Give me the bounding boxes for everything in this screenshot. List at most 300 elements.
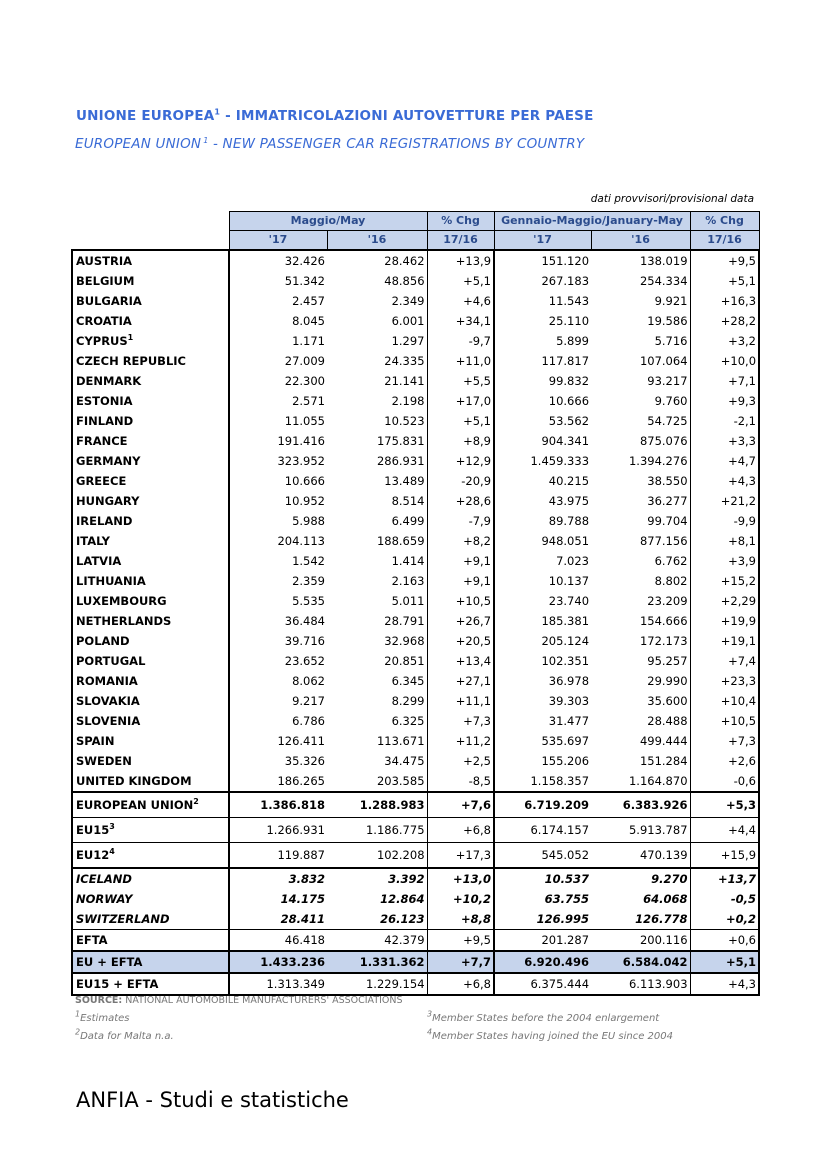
country-label: DENMARK (76, 374, 142, 388)
row-eu15 (72, 818, 759, 843)
country-name (72, 889, 229, 909)
cell-y17: 535.697 (541, 734, 590, 748)
cell-m16: 1.186.775 (327, 818, 427, 843)
country-label: LATVIA (76, 554, 122, 568)
cell-y17: 25.110 (548, 314, 590, 328)
country-name (72, 951, 229, 973)
country-name (72, 930, 229, 952)
country-label: EU12 (76, 848, 110, 862)
country-label: BELGIUM (76, 274, 135, 288)
cell-c2: +3,9 (690, 551, 759, 571)
cell-c1: +12,9 (427, 451, 494, 471)
cell-y16: 28.488 (591, 711, 690, 731)
cell-y17: 151.120 (494, 250, 591, 271)
cell-c1: -20,9 (427, 471, 494, 491)
cell-y17: 1.158.357 (530, 774, 590, 788)
cell-m16: 26.123 (327, 909, 427, 930)
cell-c1: -8,5 (427, 771, 494, 792)
cell-m16: 1.414 (327, 551, 427, 571)
cell-m17: 2.571 (229, 391, 327, 411)
country-label: AUSTRIA (76, 254, 133, 268)
cell-y17: 53.562 (548, 414, 590, 428)
cell-m17: 9.217 (229, 691, 327, 711)
table-row (72, 751, 759, 771)
country-label: LUXEMBOURG (76, 594, 167, 608)
country-name (72, 631, 229, 651)
cell-m17: 35.326 (229, 751, 327, 771)
table-row (72, 311, 759, 331)
cell-c2: +5,1 (690, 951, 759, 973)
header-row-1 (72, 212, 759, 231)
cell-c1: +27,1 (427, 671, 494, 691)
cell-m17: 27.009 (229, 351, 327, 371)
cell-c2: +19,1 (690, 631, 759, 651)
cell-y17: 117.817 (541, 354, 590, 368)
cell-y16: 64.068 (591, 889, 690, 909)
table-row (72, 351, 759, 371)
country-name (72, 551, 229, 571)
country-name (72, 611, 229, 631)
cell-m16: 2.349 (327, 291, 427, 311)
table-row (72, 691, 759, 711)
cell-c2: +7,4 (690, 651, 759, 671)
cell-m16: 12.864 (327, 889, 427, 909)
country-name (72, 411, 229, 431)
cell-y17: 201.287 (494, 930, 591, 952)
cell-c1: +6,8 (427, 818, 494, 843)
row-eu12 (72, 843, 759, 869)
cell-y16: 875.076 (591, 431, 690, 451)
table-row (72, 591, 759, 611)
cell-y16: 29.990 (591, 671, 690, 691)
cell-c2: -0,6 (690, 771, 759, 792)
cell-m16: 24.335 (327, 351, 427, 371)
cell-m17: 204.113 (229, 531, 327, 551)
cell-m17: 28.411 (229, 909, 327, 930)
cell-c1: +13,0 (427, 868, 494, 889)
table-row (72, 571, 759, 591)
table-row (72, 531, 759, 551)
table-row (72, 511, 759, 531)
cell-y16: 154.666 (591, 611, 690, 631)
table-row (72, 491, 759, 511)
cell-m17: 23.652 (229, 651, 327, 671)
cell-c1: +17,0 (427, 391, 494, 411)
header-ytd: Gennaio-Maggio/January-May (494, 212, 690, 231)
cell-m17: 51.342 (229, 271, 327, 291)
country-label: FRANCE (76, 434, 128, 448)
registrations-table (71, 211, 760, 996)
cell-y17: 904.341 (541, 434, 590, 448)
cell-c2: +7,1 (690, 371, 759, 391)
header-chg1: % Chg (427, 212, 494, 231)
cell-y16: 9.760 (591, 391, 690, 411)
cell-c1: +6,8 (427, 973, 494, 995)
table-row (72, 711, 759, 731)
country-name (72, 571, 229, 591)
cell-m17: 32.426 (229, 250, 327, 271)
cell-m17: 8.062 (229, 671, 327, 691)
cell-m16: 21.141 (327, 371, 427, 391)
cell-c2: +9,3 (690, 391, 759, 411)
cell-m17: 126.411 (229, 731, 327, 751)
country-name (72, 771, 229, 792)
cell-c1: +11,1 (427, 691, 494, 711)
cell-c2: +10,0 (690, 351, 759, 371)
country-label: HUNGARY (76, 494, 140, 508)
cell-m17: 2.457 (229, 291, 327, 311)
cell-y17: 40.215 (548, 474, 590, 488)
footer-text: ANFIA - Studi e statistiche (76, 1088, 349, 1112)
cell-c1: +9,1 (427, 551, 494, 571)
footnote-4: $^4$Member States having joined the EU since 2004 (427, 1027, 673, 1042)
table-row (72, 331, 759, 351)
cell-m17: 1.313.349 (229, 973, 327, 995)
table-row (72, 611, 759, 631)
cell-m17: 323.952 (229, 451, 327, 471)
title-italian: UNIONE EUROPEA$^1$ - IMMATRICOLAZIONI AUTOVETTURE PER PAESE (76, 107, 594, 124)
country-label: CYPRUS (76, 334, 128, 348)
table-row (72, 271, 759, 291)
country-label: GERMANY (76, 454, 141, 468)
cell-m16: 3.392 (327, 868, 427, 889)
header-y16b: '16 (591, 231, 690, 251)
cell-y17: 6.920.496 (494, 951, 591, 973)
row-efta (72, 930, 759, 952)
table-row (72, 631, 759, 651)
cell-y17: 99.832 (548, 374, 590, 388)
cell-m16: 20.851 (327, 651, 427, 671)
table-row (72, 551, 759, 571)
cell-m16: 188.659 (327, 531, 427, 551)
cell-y17: 89.788 (548, 514, 590, 528)
row-eu-efta (72, 951, 759, 973)
country-label: ESTONIA (76, 394, 133, 408)
cell-m16: 1.288.983 (327, 792, 427, 818)
cell-y16: 6.584.042 (591, 951, 690, 973)
country-label: EFTA (76, 933, 108, 947)
country-label: EUROPEAN UNION (76, 798, 194, 812)
cell-y17: 7.023 (556, 554, 590, 568)
cell-m17: 5.535 (229, 591, 327, 611)
cell-y16: 6.113.903 (591, 973, 690, 995)
cell-y17: 63.755 (544, 892, 590, 906)
cell-m16: 10.523 (327, 411, 427, 431)
country-label: EU + EFTA (76, 955, 143, 969)
cell-c2: +4,3 (690, 471, 759, 491)
country-label: SWEDEN (76, 754, 132, 768)
cell-c1: +5,5 (427, 371, 494, 391)
country-label: SLOVENIA (76, 714, 141, 728)
cell-c1: +9,1 (427, 571, 494, 591)
cell-c1: +20,5 (427, 631, 494, 651)
cell-y16: 172.173 (591, 631, 690, 651)
country-name (72, 973, 229, 995)
cell-m17: 10.952 (229, 491, 327, 511)
table-row (72, 731, 759, 751)
cell-y16: 1.394.276 (591, 451, 690, 471)
cell-c2: +16,3 (690, 291, 759, 311)
cell-m16: 42.379 (327, 930, 427, 952)
country-name (72, 331, 229, 351)
header-p2: 17/16 (690, 231, 759, 251)
cell-y16: 470.139 (591, 843, 690, 869)
country-label: NORWAY (76, 892, 133, 906)
country-name (72, 371, 229, 391)
cell-y17: 205.124 (541, 634, 590, 648)
cell-c2: +4,4 (690, 818, 759, 843)
cell-c2: +2,29 (690, 591, 759, 611)
cell-c1: +17,3 (427, 843, 494, 869)
cell-m17: 1.386.818 (229, 792, 327, 818)
country-name (72, 431, 229, 451)
cell-y17: 6.174.157 (494, 818, 591, 843)
cell-m17: 14.175 (229, 889, 327, 909)
country-name (72, 691, 229, 711)
cell-c1: +4,6 (427, 291, 494, 311)
cell-c2: +21,2 (690, 491, 759, 511)
cell-y16: 107.064 (591, 351, 690, 371)
cell-m16: 175.831 (327, 431, 427, 451)
table-row (72, 771, 759, 792)
row-eu15-efta (72, 973, 759, 995)
country-name (72, 671, 229, 691)
country-name (72, 818, 229, 843)
country-label: ICELAND (76, 872, 132, 886)
country-sup: 3 (109, 822, 115, 832)
cell-m16: 28.791 (327, 611, 427, 631)
cell-c1: +8,9 (427, 431, 494, 451)
cell-c1: +8,8 (427, 909, 494, 930)
country-label: POLAND (76, 634, 130, 648)
country-sup: 1 (127, 333, 134, 343)
provisional-note: dati provvisori/provisional data (590, 193, 754, 205)
cell-y16: 499.444 (591, 731, 690, 751)
cell-c2: +4,3 (690, 973, 759, 995)
cell-c1: +9,5 (427, 930, 494, 952)
cell-c1: +7,6 (427, 792, 494, 818)
cell-y16: 99.704 (591, 511, 690, 531)
cell-c2: +15,2 (690, 571, 759, 591)
cell-m17: 46.418 (229, 930, 327, 952)
cell-c2: +19,9 (690, 611, 759, 631)
cell-m16: 113.671 (327, 731, 427, 751)
cell-c2: +9,5 (690, 250, 759, 271)
cell-y17: 6.719.209 (494, 792, 591, 818)
cell-c1: +2,5 (427, 751, 494, 771)
cell-y16: 151.284 (591, 751, 690, 771)
title-english: EUROPEAN UNION $^1$ - NEW PASSENGER CAR REGISTRATIONS BY COUNTRY (75, 135, 585, 152)
cell-m16: 34.475 (327, 751, 427, 771)
cell-m17: 186.265 (229, 771, 327, 792)
cell-y17: 11.543 (548, 294, 590, 308)
header-row-2 (72, 231, 759, 251)
cell-y17: 10.666 (548, 394, 590, 408)
cell-y17: 10.137 (548, 574, 590, 588)
cell-c1: +7,3 (427, 711, 494, 731)
cell-c2: +3,2 (690, 331, 759, 351)
country-label: SLOVAKIA (76, 694, 140, 708)
country-label: BULGARIA (76, 294, 142, 308)
country-label: PORTUGAL (76, 654, 146, 668)
cell-c1: +34,1 (427, 311, 494, 331)
cell-m16: 203.585 (327, 771, 427, 792)
cell-c1: +5,1 (427, 411, 494, 431)
cell-m17: 36.484 (229, 611, 327, 631)
cell-y16: 36.277 (591, 491, 690, 511)
country-label: LITHUANIA (76, 574, 146, 588)
cell-m16: 1.229.154 (327, 973, 427, 995)
cell-y16: 1.164.870 (591, 771, 690, 792)
cell-y16: 6.383.926 (591, 792, 690, 818)
cell-y17: 126.995 (536, 912, 590, 926)
cell-m17: 1.433.236 (229, 951, 327, 973)
country-label: FINLAND (76, 414, 134, 428)
country-label: CZECH REPUBLIC (76, 354, 186, 368)
table-row (72, 651, 759, 671)
cell-c2: +5,3 (690, 792, 759, 818)
cell-c2: +10,4 (690, 691, 759, 711)
cell-y17: 36.978 (548, 674, 590, 688)
cell-c1: +13,4 (427, 651, 494, 671)
cell-m17: 191.416 (229, 431, 327, 451)
cell-m17: 2.359 (229, 571, 327, 591)
cell-m16: 8.299 (327, 691, 427, 711)
cell-y17: 545.052 (494, 843, 591, 869)
cell-m17: 3.832 (229, 868, 327, 889)
cell-c2: +8,1 (690, 531, 759, 551)
country-name (72, 531, 229, 551)
table-row (72, 431, 759, 451)
cell-c1: +10,2 (427, 889, 494, 909)
country-name (72, 491, 229, 511)
cell-y16: 19.586 (591, 311, 690, 331)
cell-y16: 23.209 (591, 591, 690, 611)
cell-m17: 8.045 (229, 311, 327, 331)
cell-m17: 10.666 (229, 471, 327, 491)
country-label: UNITED KINGDOM (76, 774, 192, 788)
country-label: SWITZERLAND (76, 912, 170, 926)
cell-y16: 8.802 (591, 571, 690, 591)
cell-m17: 22.300 (229, 371, 327, 391)
cell-y17: 267.183 (541, 274, 590, 288)
country-name (72, 391, 229, 411)
cell-y17: 185.381 (541, 614, 590, 628)
cell-y16: 254.334 (591, 271, 690, 291)
cell-y17: 6.375.444 (494, 973, 591, 995)
cell-m16: 32.968 (327, 631, 427, 651)
cell-c2: +23,3 (690, 671, 759, 691)
country-name (72, 271, 229, 291)
header-chg2: % Chg (690, 212, 759, 231)
cell-c2: +0,6 (690, 930, 759, 952)
cell-c1: +28,6 (427, 491, 494, 511)
country-name (72, 250, 229, 271)
country-sup: 4 (109, 847, 115, 857)
cell-m16: 5.011 (327, 591, 427, 611)
country-name (72, 711, 229, 731)
table-row (72, 391, 759, 411)
cell-c1: -9,7 (427, 331, 494, 351)
cell-c1: +11,0 (427, 351, 494, 371)
header-y17b: '17 (494, 231, 591, 251)
cell-c2: +2,6 (690, 751, 759, 771)
cell-m16: 286.931 (327, 451, 427, 471)
country-name (72, 731, 229, 751)
cell-m16: 48.856 (327, 271, 427, 291)
cell-c1: +5,1 (427, 271, 494, 291)
cell-c1: +8,2 (427, 531, 494, 551)
cell-m16: 6.345 (327, 671, 427, 691)
cell-y17: 31.477 (548, 714, 590, 728)
cell-y17: 948.051 (541, 534, 590, 548)
cell-c1: +10,5 (427, 591, 494, 611)
cell-y17: 39.303 (548, 694, 590, 708)
cell-m16: 102.208 (327, 843, 427, 869)
cell-c1: +7,7 (427, 951, 494, 973)
header-y16a: '16 (327, 231, 427, 251)
country-name (72, 751, 229, 771)
cell-m16: 2.163 (327, 571, 427, 591)
cell-c2: +4,7 (690, 451, 759, 471)
cell-y17: 10.537 (494, 868, 591, 889)
cell-c1: +26,7 (427, 611, 494, 631)
cell-m16: 28.462 (327, 250, 427, 271)
country-name (72, 511, 229, 531)
cell-m16: 6.499 (327, 511, 427, 531)
cell-c2: +5,1 (690, 271, 759, 291)
cell-c2: -9,9 (690, 511, 759, 531)
country-name (72, 843, 229, 869)
cell-m17: 6.786 (229, 711, 327, 731)
footnote-1: $^1$Estimates (75, 1009, 130, 1024)
country-label: IRELAND (76, 514, 133, 528)
cell-y16: 54.725 (591, 411, 690, 431)
table-row (72, 671, 759, 691)
country-label: EU15 (76, 823, 110, 837)
country-name (72, 471, 229, 491)
country-name (72, 909, 229, 930)
cell-y16: 95.257 (591, 651, 690, 671)
cell-y16: 38.550 (591, 471, 690, 491)
cell-y17: 155.206 (541, 754, 590, 768)
cell-y17: 102.351 (541, 654, 590, 668)
cell-y16: 9.270 (591, 868, 690, 889)
cell-y17: 23.740 (548, 594, 590, 608)
country-label: CROATIA (76, 314, 132, 328)
country-name (72, 451, 229, 471)
header-y17a: '17 (229, 231, 327, 251)
country-label: ROMANIA (76, 674, 138, 688)
row-european-union (72, 792, 759, 818)
table-row (72, 471, 759, 491)
cell-m17: 11.055 (229, 411, 327, 431)
country-name (72, 311, 229, 331)
country-sup: 2 (193, 797, 199, 807)
cell-m17: 5.988 (229, 511, 327, 531)
country-name (72, 868, 229, 889)
cell-y16: 5.913.787 (591, 818, 690, 843)
country-name (72, 591, 229, 611)
cell-y16: 138.019 (591, 250, 690, 271)
cell-m17: 1.171 (229, 331, 327, 351)
country-name (72, 792, 229, 818)
row-iceland (72, 868, 759, 889)
table-row (72, 371, 759, 391)
country-label: NETHERLANDS (76, 614, 172, 628)
footnote-3: $^3$Member States before the 2004 enlargement (427, 1009, 660, 1024)
cell-m16: 8.514 (327, 491, 427, 511)
